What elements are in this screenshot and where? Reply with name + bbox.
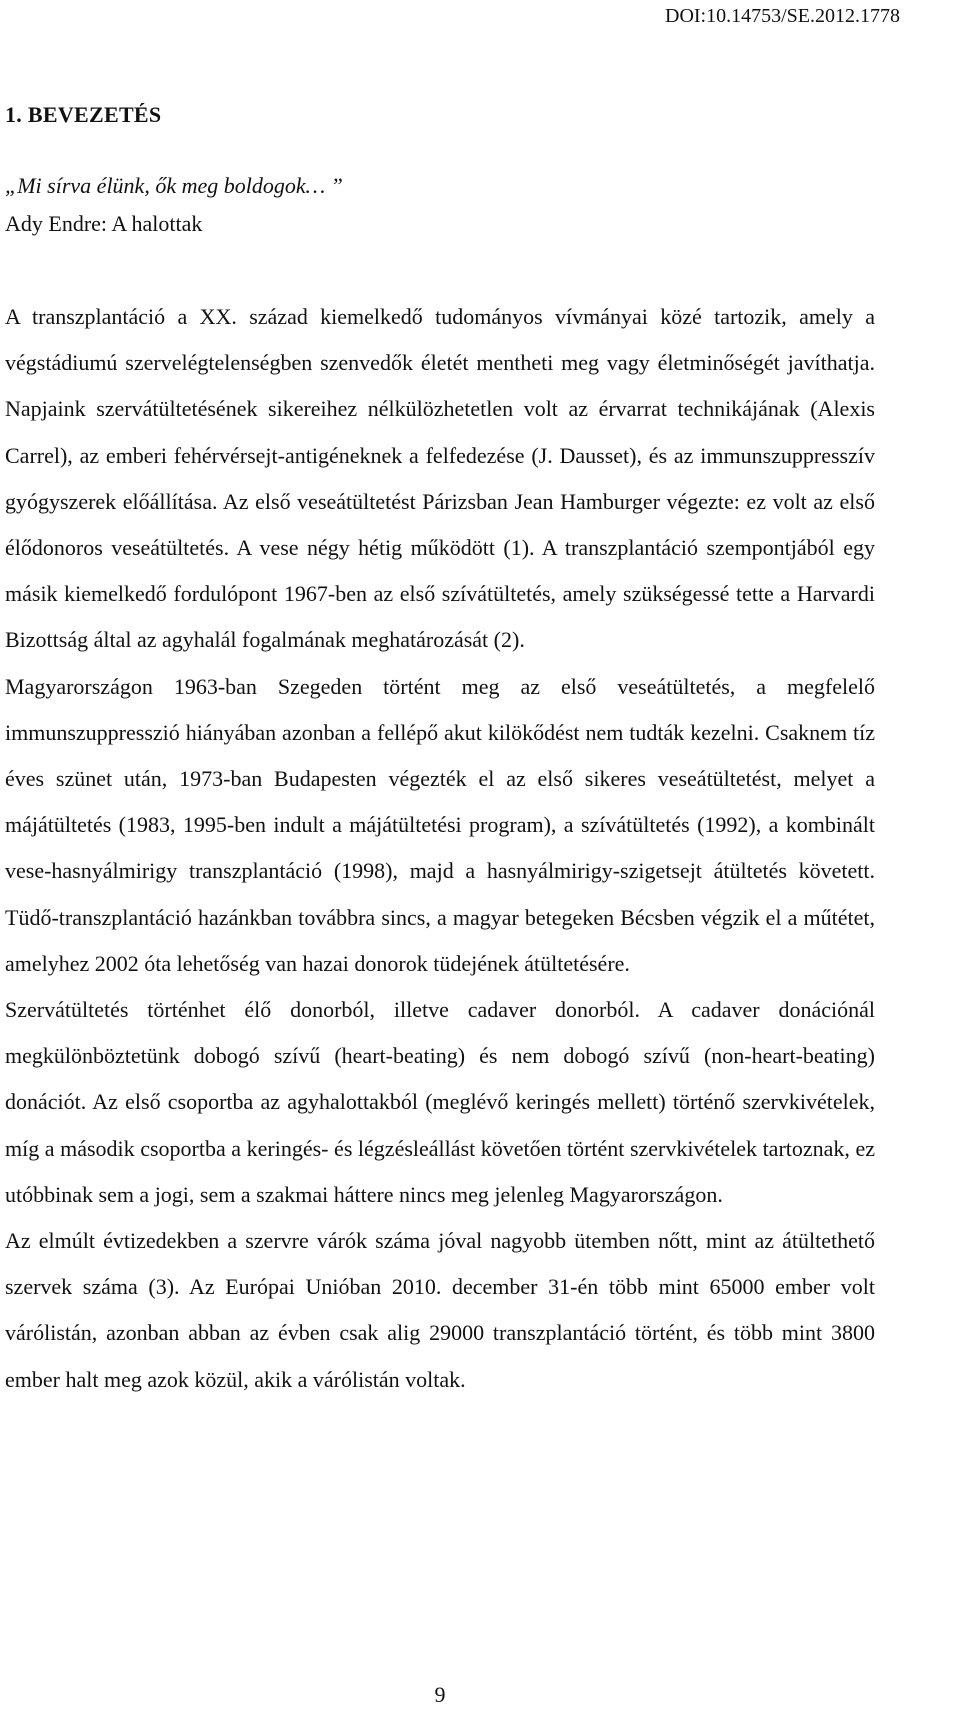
motto-author: Ady Endre: A halottak [5,211,203,236]
page-number: 9 [434,1682,446,1707]
body-text [5,294,875,1403]
motto-quote: „Mi sírva élünk, ők meg boldogok… ” [5,173,343,198]
paragraph-hungary-history: Magyarországon 1963-ban Szegeden történt meg az első veseátültetés, a megfelelő immunszuppresszió hiányában azonban a fellépő akut kilökődést nem tudták kezelni. Csaknem tíz éves szünet után, 1973-ban Budapesten végezték el az első sikeres veseátültetést, melyet a májátültetés (1983, 1995-ben indult a májátültetési program), a szívátültetés (1992), a kombinált vese-hasnyálmirigy transzplantáció (1998), majd a hasnyálmirigy-szigetsejt átültetés követett. Tüdő-transzplantáció hazánkban továbbra sincs, a magyar betegeken Bécsben végzik el a műtétet, amelyhez 2002 óta lehetőség van hazai donorok tüdejének átültetésére. [5,673,875,976]
paragraph-donor-types: Szervátültetés történhet élő donorból, illetve cadaver donorból. A cadaver donációnál megkülönböztetünk dobogó szívű (heart-beating) és nem dobogó szívű (non-heart-beating) donációt. Az első csoportba az agyhalottakból (meglévő keringés mellett) történő szervkivételek, míg a második csoportba a keringés- és légzésleállást követően történt szervkivételek tartoznak, ez utóbbinak sem a jogi, sem a szakmai háttere nincs meg jelenleg Magyarországon. [5,997,875,1207]
section-title: 1. BEVEZETÉS [5,102,162,127]
paragraph-transplantation-history: A transzplantáció a XX. század kiemelkedő tudományos vívmányai közé tartozik, amely a végstádiumú szervelégtelenségben szenvedők életét mentheti meg vagy életminőségét javíthatja. Napjaink szervátültetésének sikereihez nélkülözhetetlen volt az érvarrat technikájának (Alexis Carrel), az emberi fehérvérsejt-antigéneknek a felfedezése (J. Dausset), és az immunszuppresszív gyógyszerek előállítása. Az első veseátültetést Párizsban Jean Hamburger végezte: ez volt az első élődonoros veseátültetés. A vese négy hétig működött (1). A transzplantáció szempontjából egy másik kiemelkedő fordulópont 1967-ben az első szívátültetés, amely szükségessé tette a Harvardi Bizottság által az agyhalál fogalmának meghatározását (2). [5,304,875,653]
doi-header: DOI:10.14753/SE.2012.1778 [665,5,900,27]
motto [5,167,343,243]
paragraph-waiting-list: Az elmúlt évtizedekben a szervre várók száma jóval nagyobb ütemben nőtt, mint az átültethető szervek száma (3). Az Európai Unióban 2010. december 31-én több mint 65000 ember volt várólistán, azonban abban az évben csak alig 29000 transzplantáció történt, és több mint 3800 ember halt meg azok közül, akik a várólistán voltak. [5,1228,875,1392]
